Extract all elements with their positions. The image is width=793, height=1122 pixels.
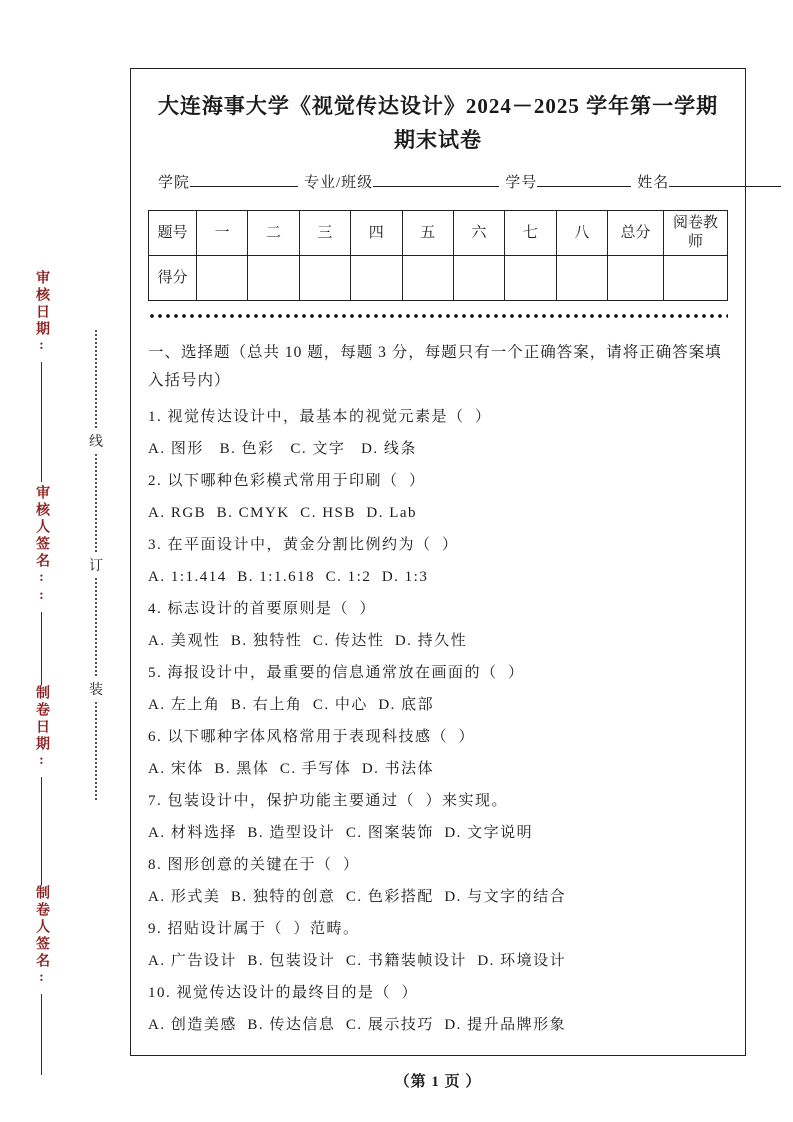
score-table: [148, 210, 728, 301]
binding-dots: [95, 454, 97, 552]
score-header-cell: 总分: [608, 211, 664, 256]
score-header-cell: 四: [351, 211, 402, 256]
signature-line: [41, 777, 42, 885]
field-underline-major: [373, 172, 499, 187]
question-3: [148, 536, 728, 587]
question-options: A. 广告设计 B. 包装设计 C. 书籍装帧设计 D. 环境设计: [148, 953, 567, 969]
dotted-separator: [148, 313, 728, 319]
question-text: 5. 海报设计中，最重要的信息通常放在画面的（ ）: [148, 665, 525, 681]
question-5: [148, 664, 728, 715]
score-header-cell: 题号: [149, 211, 197, 256]
score-cell: [664, 256, 728, 301]
binding-dots: [95, 702, 97, 800]
margin-label-text: 审核日期:: [34, 270, 49, 356]
question-text: 4. 标志设计的首要原则是（ ）: [148, 601, 377, 617]
question-text: 3. 在平面设计中，黄金分割比例约为（ ）: [148, 537, 459, 553]
question-8: [148, 856, 728, 907]
field-label-name: 姓名: [637, 175, 670, 191]
score-cell: [505, 256, 556, 301]
margin-label-maker-signature: [30, 885, 52, 1075]
signature-line: [41, 362, 42, 482]
score-header-cell: 六: [453, 211, 504, 256]
binding-line: [88, 330, 104, 800]
binding-char: 装: [89, 683, 103, 698]
page-number: （第 1 页 ）: [394, 1074, 482, 1090]
question-options: A. 美观性 B. 独特性 C. 传达性 D. 持久性: [148, 633, 468, 649]
score-header-cell: 五: [402, 211, 453, 256]
question-4: [148, 600, 728, 651]
question-options: A. 形式美 B. 独特的创意 C. 色彩搭配 D. 与文字的结合: [148, 889, 567, 905]
field-underline-name: [669, 172, 781, 187]
question-7: [148, 792, 728, 843]
margin-label-text: 制卷人签名:: [34, 885, 49, 988]
margin-label-maker-date: [30, 685, 52, 885]
question-options: A. 左上角 B. 右上角 C. 中心 D. 底部: [148, 697, 435, 713]
section-title: 一、选择题（总共 10 题，每题 3 分，每题只有一个正确答案，请将正确答案填入括号内）: [148, 344, 722, 389]
question-1: [148, 408, 728, 459]
field-label-student-id: 学号: [505, 175, 538, 191]
score-cell: [556, 256, 607, 301]
field-label-major: 专业/班级: [304, 175, 374, 191]
binding-char: 线: [89, 435, 103, 450]
score-row-label: 得分: [149, 256, 197, 301]
score-header-cell: 一: [197, 211, 248, 256]
question-options: A. 图形 B. 色彩 C. 文字 D. 线条: [148, 441, 417, 457]
score-table-score-row: [149, 256, 728, 301]
binding-dots: [95, 330, 97, 428]
score-header-cell-grader: 阅卷教师: [664, 211, 728, 256]
student-info-row: [148, 171, 728, 192]
field-underline-student-id: [537, 172, 631, 187]
binding-char: 订: [89, 559, 103, 574]
question-options: A. RGB B. CMYK C. HSB D. Lab: [148, 505, 418, 521]
question-options: A. 宋体 B. 黑体 C. 手写体 D. 书法体: [148, 761, 435, 777]
binding-dots: [95, 578, 97, 676]
question-text: 10. 视觉传达设计的最终目的是（ ）: [148, 985, 419, 1001]
exam-paper: [130, 68, 746, 1056]
score-header-cell: 二: [248, 211, 299, 256]
question-text: 7. 包装设计中，保护功能主要通过（ ）来实现。: [148, 793, 509, 809]
field-label-college: 学院: [158, 175, 191, 191]
question-text: 1. 视觉传达设计中，最基本的视觉元素是（ ）: [148, 409, 492, 425]
score-cell: [197, 256, 248, 301]
question-text: 6. 以下哪种字体风格常用于表现科技感（ ）: [148, 729, 476, 745]
signature-line: [41, 994, 42, 1075]
score-cell: [608, 256, 664, 301]
question-2: [148, 472, 728, 523]
score-cell: [402, 256, 453, 301]
field-underline-college: [190, 172, 298, 187]
margin-label-text: 制卷日期:: [34, 685, 49, 771]
question-10: [148, 984, 728, 1035]
question-options: A. 创造美感 B. 传达信息 C. 展示技巧 D. 提升品牌形象: [148, 1017, 567, 1033]
signature-line: [41, 612, 42, 685]
score-header-cell: 八: [556, 211, 607, 256]
score-cell: [299, 256, 350, 301]
question-text: 9. 招贴设计属于（ ）范畴。: [148, 921, 360, 937]
margin-label-review-date: [30, 270, 52, 482]
score-cell: [351, 256, 402, 301]
score-header-cell: 三: [299, 211, 350, 256]
margin-label-reviewer-signature: [30, 485, 52, 685]
question-text: 8. 图形创意的关键在于（ ）: [148, 857, 360, 873]
question-options: A. 材料选择 B. 造型设计 C. 图案装饰 D. 文字说明: [148, 825, 534, 841]
question-text: 2. 以下哪种色彩模式常用于印刷（ ）: [148, 473, 426, 489]
margin-label-text: 审核人签名::: [34, 485, 49, 606]
question-9: [148, 920, 728, 971]
question-6: [148, 728, 728, 779]
score-cell: [453, 256, 504, 301]
score-header-cell: 七: [505, 211, 556, 256]
question-options: A. 1:1.414 B. 1:1.618 C. 1:2 D. 1:3: [148, 569, 429, 585]
exam-title: 大连海事大学《视觉传达设计》2024－2025 学年第一学期期末试卷: [157, 94, 719, 152]
score-table-header-row: [149, 211, 728, 256]
score-cell: [248, 256, 299, 301]
